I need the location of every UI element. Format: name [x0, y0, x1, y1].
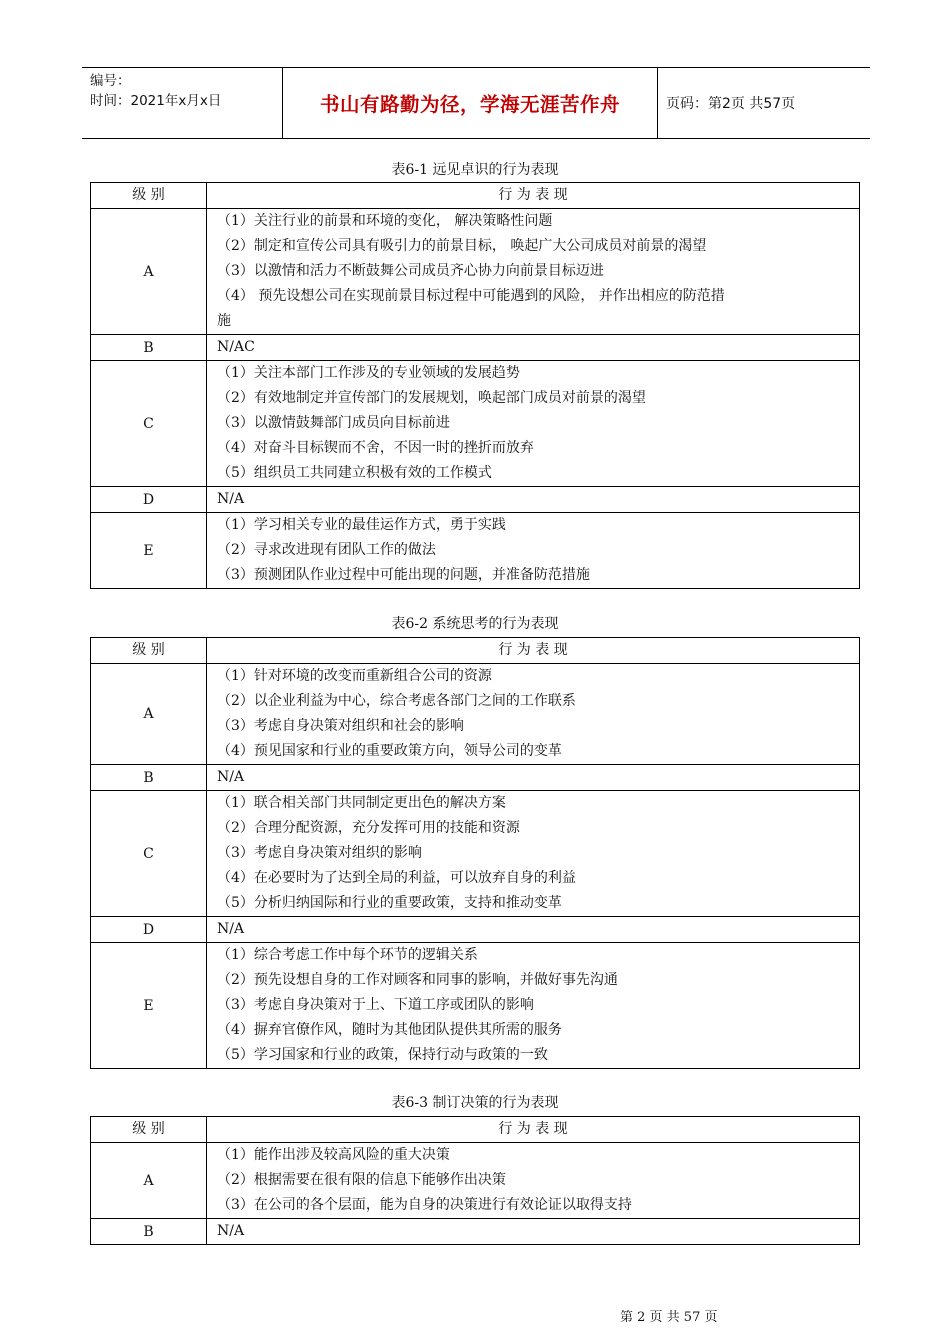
level-cell: A	[91, 664, 207, 765]
doc-number-label: 编号：	[90, 73, 131, 89]
level-column-header: 级 别	[91, 1117, 207, 1143]
behavior-table	[90, 1116, 860, 1245]
header-motto: 书山有路勤为径，学海无涯苦作舟	[282, 68, 658, 138]
table-header-row	[91, 1117, 860, 1143]
behavior-item: （3）预测团队作业过程中可能出现的问题，并准备防范措施	[217, 567, 590, 583]
behavior-item: （3）考虑自身决策对组织的影响	[217, 845, 422, 861]
page-footer: 第 2 页 共 57 页	[620, 1310, 718, 1325]
behavior-item: （2）以企业利益为中心，综合考虑各部门之间的工作联系	[217, 693, 576, 709]
behavior-item: （1）联合相关部门共同制定更出色的解决方案	[217, 795, 506, 811]
behavior-item: （4）对奋斗目标锲而不舍，不因一时的挫折而放弃	[217, 440, 534, 456]
behavior-table	[90, 182, 860, 589]
behavior-cell	[207, 1143, 860, 1219]
behavior-item: N/AC	[217, 339, 255, 355]
behavior-cell	[207, 1219, 860, 1245]
behavior-item: （3）以激情和活力不断鼓舞公司成员齐心协力向前景目标迈进	[217, 263, 604, 279]
table-header-row	[91, 638, 860, 664]
behavior-column-header: 行 为 表 现	[207, 183, 860, 209]
behavior-cell	[207, 791, 860, 917]
behavior-cell	[207, 917, 860, 943]
behavior-item: （3）在公司的各个层面，能为自身的决策进行有效论证以取得支持	[217, 1197, 632, 1213]
table-row	[91, 765, 860, 791]
table-row	[91, 1143, 860, 1219]
level-cell: B	[91, 335, 207, 361]
table-row	[91, 487, 860, 513]
behavior-cell	[207, 765, 860, 791]
behavior-item: （5）分析归纳国际和行业的重要政策，支持和推动变革	[217, 895, 562, 911]
behavior-item: （1）能作出涉及较高风险的重大决策	[217, 1147, 450, 1163]
table-header-row	[91, 183, 860, 209]
level-cell: D	[91, 917, 207, 943]
level-cell: A	[91, 209, 207, 335]
behavior-item: （1）关注行业的前景和环境的变化， 解决策略性问题	[217, 213, 553, 229]
level-cell: E	[91, 943, 207, 1069]
behavior-item: N/A	[217, 491, 245, 507]
behavior-item: （1）综合考虑工作中每个环节的逻辑关系	[217, 947, 478, 963]
level-cell: D	[91, 487, 207, 513]
behavior-item: （2）合理分配资源，充分发挥可用的技能和资源	[217, 820, 520, 836]
behavior-item: （2）制定和宣传公司具有吸引力的前景目标， 唤起广大公司成员对前景的渴望	[217, 238, 707, 254]
level-cell: A	[91, 1143, 207, 1219]
table-row	[91, 361, 860, 487]
behavior-item: N/A	[217, 1223, 245, 1239]
behavior-item: （5）组织员工共同建立积极有效的工作模式	[217, 465, 492, 481]
level-cell: B	[91, 1219, 207, 1245]
behavior-cell	[207, 664, 860, 765]
behavior-cell	[207, 513, 860, 589]
level-cell: C	[91, 361, 207, 487]
behavior-item: （2）寻求改进现有团队工作的做法	[217, 542, 436, 558]
header-page-info: 页码：第2页 共57页	[666, 96, 796, 112]
behavior-item: 施	[217, 313, 231, 329]
behavior-item: （3）考虑自身决策对组织和社会的影响	[217, 718, 464, 734]
behavior-column-header: 行 为 表 现	[207, 1117, 860, 1143]
behavior-item: （3）考虑自身决策对于上、下道工序或团队的影响	[217, 997, 534, 1013]
level-cell: C	[91, 791, 207, 917]
level-column-header: 级 别	[91, 638, 207, 664]
behavior-cell	[207, 361, 860, 487]
behavior-item: N/A	[217, 921, 245, 937]
behavior-item: （4）摒弃官僚作风，随时为其他团队提供其所需的服务	[217, 1022, 562, 1038]
table-caption: 表6-1 远见卓识的行为表现	[391, 162, 559, 178]
doc-time-label: 时间：2021年x月x日	[90, 93, 222, 109]
table-row	[91, 1219, 860, 1245]
behavior-cell	[207, 335, 860, 361]
behavior-item: （4）在必要时为了达到全局的利益，可以放弃自身的利益	[217, 870, 576, 886]
behavior-item: （4） 预先设想公司在实现前景目标过程中可能遇到的风险， 并作出相应的防范措	[217, 288, 725, 304]
behavior-item: （2）有效地制定并宣传部门的发展规划，唤起部门成员对前景的渴望	[217, 390, 646, 406]
behavior-item: （3）以激情鼓舞部门成员向目标前进	[217, 415, 450, 431]
behavior-item: （5）学习国家和行业的政策，保持行动与政策的一致	[217, 1047, 548, 1063]
table-row	[91, 917, 860, 943]
behavior-cell	[207, 943, 860, 1069]
behavior-item: N/A	[217, 769, 245, 785]
behavior-column-header: 行 为 表 现	[207, 638, 860, 664]
behavior-item: （1）关注本部门工作涉及的专业领域的发展趋势	[217, 365, 520, 381]
level-cell: E	[91, 513, 207, 589]
level-cell: B	[91, 765, 207, 791]
table-caption: 表6-3 制订决策的行为表现	[391, 1095, 559, 1111]
header-meta	[82, 68, 282, 138]
table-row	[91, 209, 860, 335]
table-row	[91, 513, 860, 589]
behavior-table	[90, 637, 860, 1069]
table-row	[91, 335, 860, 361]
behavior-item: （1）针对环境的改变而重新组合公司的资源	[217, 668, 492, 684]
behavior-cell	[207, 209, 860, 335]
level-column-header: 级 别	[91, 183, 207, 209]
behavior-item: （4）预见国家和行业的重要政策方向，领导公司的变革	[217, 743, 562, 759]
behavior-item: （2）根据需要在很有限的信息下能够作出决策	[217, 1172, 506, 1188]
behavior-item: （2）预先设想自身的工作对顾客和同事的影响，并做好事先沟通	[217, 972, 618, 988]
table-row	[91, 943, 860, 1069]
page-header	[82, 67, 870, 139]
behavior-cell	[207, 487, 860, 513]
table-caption: 表6-2 系统思考的行为表现	[391, 616, 559, 632]
behavior-item: （1）学习相关专业的最佳运作方式，勇于实践	[217, 517, 506, 533]
table-row	[91, 664, 860, 765]
table-row	[91, 791, 860, 917]
